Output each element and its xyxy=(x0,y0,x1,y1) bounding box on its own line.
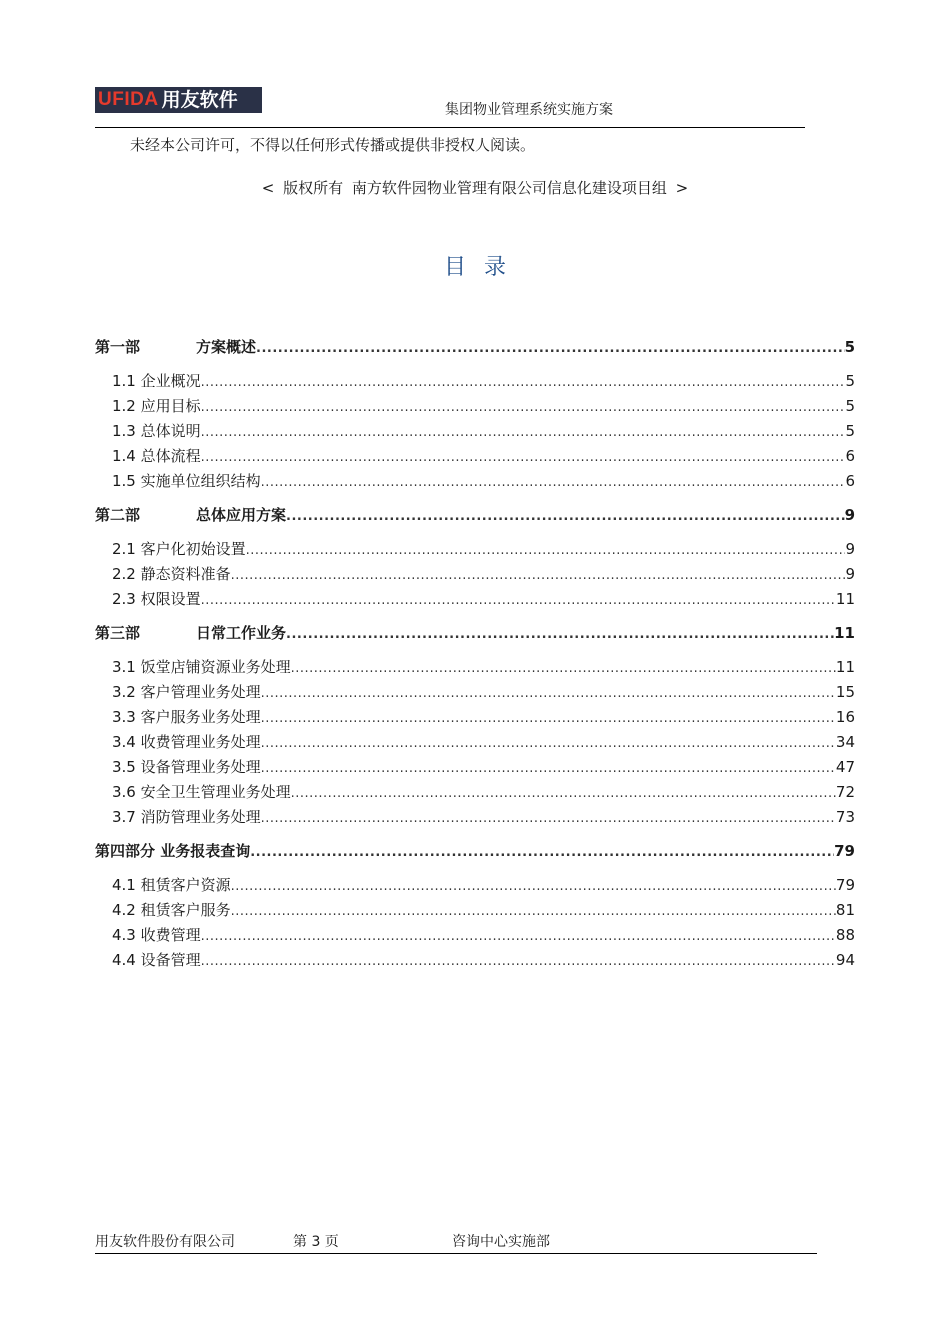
document-header-title: 集团物业管理系统实施方案 xyxy=(445,102,613,118)
toc-item-entry[interactable] xyxy=(112,370,855,392)
toc-entry-label: 3.6 安全卫生管理业务处理 xyxy=(112,783,291,801)
toc-page-number: 79 xyxy=(835,876,855,894)
toc-page-number: 73 xyxy=(835,808,855,826)
toc-entry-label: 1.2 应用目标 xyxy=(112,397,201,415)
footer-page-number: 第 3 页 xyxy=(293,1234,339,1250)
toc-page-number: 79 xyxy=(834,842,855,860)
toc-leader-dots xyxy=(286,624,834,646)
toc-entry-label: 4.2 租赁客户服务 xyxy=(112,901,231,919)
toc-entry-label: 日常工作业务 xyxy=(196,624,287,642)
copyright-line: < 版权所有 南方软件园物业管理有限公司信息化建设项目组 > xyxy=(261,179,689,197)
toc-entry-label: 4.4 设备管理 xyxy=(112,951,201,969)
toc-entry-label: 1.4 总体流程 xyxy=(112,447,201,465)
toc-item-entry[interactable] xyxy=(112,588,855,610)
toc-leader-dots xyxy=(246,540,846,562)
toc-page-number: 11 xyxy=(835,658,855,676)
toc-entry-label: 第四部分 业务报表查询 xyxy=(95,842,251,860)
toc-page-number: 5 xyxy=(845,422,855,440)
toc-item-entry[interactable] xyxy=(112,395,855,417)
toc-entry-label: 3.4 收费管理业务处理 xyxy=(112,733,261,751)
toc-page-number: 6 xyxy=(845,447,855,465)
toc-leader-dots xyxy=(201,397,846,419)
toc-part-number: 第一部 xyxy=(95,338,141,356)
toc-page-number: 5 xyxy=(845,372,855,390)
toc-item-entry[interactable] xyxy=(112,563,855,585)
toc-item-entry[interactable] xyxy=(112,538,855,560)
toc-item-entry[interactable] xyxy=(112,781,855,803)
toc-item-entry[interactable] xyxy=(112,756,855,778)
toc-item-entry[interactable] xyxy=(112,656,855,678)
toc-leader-dots xyxy=(201,590,836,612)
toc-part-entry[interactable] xyxy=(95,336,855,358)
toc-part-number: 第二部 xyxy=(95,506,141,524)
toc-item-entry[interactable] xyxy=(112,874,855,896)
footer-department: 咨询中心实施部 xyxy=(452,1234,550,1250)
toc-item-entry[interactable] xyxy=(112,924,855,946)
toc-page-number: 9 xyxy=(845,540,855,558)
toc-leader-dots xyxy=(261,683,836,705)
toc-leader-dots xyxy=(286,506,845,528)
toc-entry-label: 2.3 权限设置 xyxy=(112,590,201,608)
toc-item-entry[interactable] xyxy=(112,681,855,703)
toc-entry-label: 3.7 消防管理业务处理 xyxy=(112,808,261,826)
toc-leader-dots xyxy=(201,926,836,948)
toc-entry-label: 方案概述 xyxy=(196,338,257,356)
toc-item-entry[interactable] xyxy=(112,731,855,753)
toc-page-number: 47 xyxy=(835,758,855,776)
toc-entry-label: 总体应用方案 xyxy=(196,506,287,524)
toc-entry-label: 4.3 收费管理 xyxy=(112,926,201,944)
toc-entry-label: 3.1 饭堂店铺资源业务处理 xyxy=(112,658,291,676)
toc-leader-dots xyxy=(291,783,836,805)
toc-leader-dots xyxy=(201,372,846,394)
toc-entry-label: 2.2 静态资料准备 xyxy=(112,565,231,583)
company-logo xyxy=(95,87,262,113)
toc-leader-dots xyxy=(201,422,846,444)
toc-leader-dots xyxy=(261,733,836,755)
toc-item-entry[interactable] xyxy=(112,899,855,921)
toc-leader-dots xyxy=(291,658,836,680)
toc-page-number: 72 xyxy=(835,783,855,801)
toc-item-entry[interactable] xyxy=(112,445,855,467)
toc-entry-label: 4.1 租赁客户资源 xyxy=(112,876,231,894)
toc-leader-dots xyxy=(250,842,834,864)
footer-divider xyxy=(95,1253,817,1254)
toc-page-number: 9 xyxy=(844,506,855,524)
toc-entry-label: 1.5 实施单位组织结构 xyxy=(112,472,261,490)
toc-leader-dots xyxy=(231,565,846,587)
toc-page-number: 16 xyxy=(835,708,855,726)
toc-page-number: 15 xyxy=(835,683,855,701)
toc-page-number: 11 xyxy=(834,624,855,642)
logo-text-en: UFIDA xyxy=(98,89,159,110)
toc-leader-dots xyxy=(261,808,836,830)
toc-page-number: 88 xyxy=(835,926,855,944)
toc-part-entry[interactable] xyxy=(95,622,855,644)
toc-entry-label: 1.1 企业概况 xyxy=(112,372,201,390)
toc-entry-label: 3.2 客户管理业务处理 xyxy=(112,683,261,701)
toc-entry-label: 3.5 设备管理业务处理 xyxy=(112,758,261,776)
toc-leader-dots xyxy=(201,447,846,469)
toc-leader-dots xyxy=(261,472,846,494)
toc-title: 目录 xyxy=(443,255,524,280)
toc-page-number: 81 xyxy=(835,901,855,919)
toc-leader-dots xyxy=(231,901,836,923)
toc-entry-label: 3.3 客户服务业务处理 xyxy=(112,708,261,726)
toc-part-number: 第三部 xyxy=(95,624,141,642)
toc-entry-label: 2.1 客户化初始设置 xyxy=(112,540,246,558)
toc-item-entry[interactable] xyxy=(112,949,855,971)
toc-page-number: 9 xyxy=(845,565,855,583)
toc-part-entry[interactable] xyxy=(95,504,855,526)
toc-page-number: 34 xyxy=(835,733,855,751)
toc-item-entry[interactable] xyxy=(112,706,855,728)
toc-leader-dots xyxy=(201,951,836,973)
toc-leader-dots xyxy=(256,338,845,360)
toc-page-number: 11 xyxy=(835,590,855,608)
toc-part-entry[interactable] xyxy=(95,840,855,862)
header-divider xyxy=(95,127,805,128)
toc-page-number: 5 xyxy=(844,338,855,356)
toc-leader-dots xyxy=(261,708,836,730)
toc-leader-dots xyxy=(231,876,836,898)
confidentiality-notice: 未经本公司许可，不得以任何形式传播或提供非授权人阅读。 xyxy=(130,136,536,154)
toc-entry-label: 1.3 总体说明 xyxy=(112,422,201,440)
toc-page-number: 94 xyxy=(835,951,855,969)
toc-item-entry[interactable] xyxy=(112,806,855,828)
toc-page-number: 6 xyxy=(845,472,855,490)
toc-page-number: 5 xyxy=(845,397,855,415)
toc-item-entry[interactable] xyxy=(112,470,855,492)
logo-text-cn: 用友软件 xyxy=(161,89,238,111)
toc-item-entry[interactable] xyxy=(112,420,855,442)
toc-leader-dots xyxy=(261,758,836,780)
footer-company: 用友软件股份有限公司 xyxy=(95,1234,235,1250)
